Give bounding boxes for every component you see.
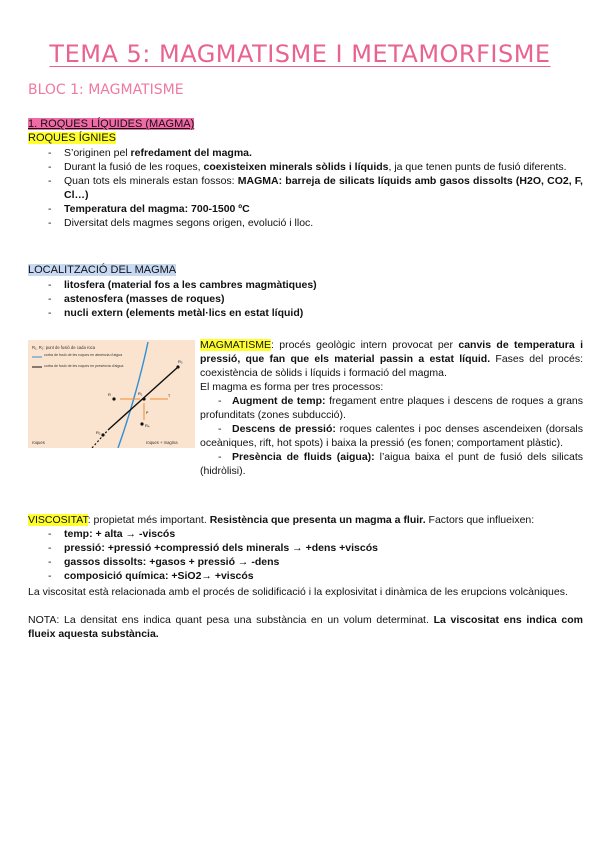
localitzacio-heading <box>28 263 176 277</box>
roques-item: - Diversitat dels magmes segons origen, evolució i lloc. <box>28 216 583 230</box>
magmatisme-intro-c: Fases del procés: coexistència de sòlids i líquids i formació del magma. <box>200 353 583 379</box>
point-r4 <box>140 422 143 425</box>
viscositat-intro <box>28 513 583 527</box>
legend-title: R₁, R₂: punt de fusió de cada roca <box>32 345 96 350</box>
label-r1: R₁ <box>138 391 143 396</box>
viscositat-item: - temp: + alta → -viscós <box>28 527 583 541</box>
legend-black-text: corba de fusió de les roques en presència d’aigua <box>44 364 124 368</box>
nota-paragraph <box>28 613 583 641</box>
viscositat-list <box>28 527 583 583</box>
roques-item: - Temperatura del magma: 700-1500 ºC <box>28 202 583 216</box>
roques-list <box>28 146 583 230</box>
viscositat-item: - pressió: +pressió +compressió dels minerals → +dens +viscós <box>28 541 583 555</box>
process-item: - Descens de pressió: roques calentes i poc denses ascendeixen (dorsals oceàniques, rift, hot spots) i baixa la pressió (es fonen; comportament plàstic). <box>200 423 583 449</box>
localitzacio-item: - astenosfera (masses de roques) <box>28 292 583 306</box>
section-heading-text: 1. ROQUES LÍQUIDES (MAGMA) <box>28 118 195 130</box>
label-r4: R₄ <box>145 423 150 428</box>
label-t: T <box>168 394 171 398</box>
magmatisme-line2: El magma es forma per tres processos: <box>200 381 384 393</box>
localitzacio-heading-text: LOCALITZACIÓ DEL MAGMA <box>28 264 177 276</box>
magmatisme-term: MAGMATISME <box>200 339 271 351</box>
viscositat-item: - gassos dissolts: +gasos + pressió → -dens <box>28 555 583 569</box>
roques-item: - Durant la fusió de les roques, coexisteixen minerals sòlids i líquids, ja que tenen punts de fusió diferents. <box>28 160 583 174</box>
roques-item: - Quan tots els minerals estan fossos: MAGMA: barreja de silicats líquids amb gasos dissolts (H2O, CO2, F, Cl…) <box>28 174 583 202</box>
viscositat-term: VISCOSITAT <box>28 514 88 526</box>
subheading <box>28 131 116 145</box>
label-roques: roques <box>32 440 45 445</box>
magmatisme-intro-a: : procés geològic intern provocat per <box>270 339 459 351</box>
label-p: P <box>146 411 149 415</box>
viscositat-item: - composició química: +SiO2→ +viscós <box>28 569 583 583</box>
viscositat-para1: La viscositat està relacionada amb el procés de solidificació i la explosivitat i dinàmica de les erupcions volcàniques. <box>28 586 568 598</box>
nota-b: La viscositat ens indica com flueix aquesta substància. <box>28 614 584 640</box>
label-r3: R₃ <box>178 359 183 364</box>
nota-a: NOTA: La densitat ens indica quant pesa una substància en un volum determinat. <box>28 614 434 626</box>
process-list <box>200 394 583 478</box>
viscositat-intro-c: Factors que influeixen: <box>425 514 535 526</box>
magmatisme-paragraph <box>200 338 583 478</box>
label-r2: R₂ <box>96 430 101 435</box>
magma-figure <box>28 340 195 448</box>
magmatisme-intro-b: canvis de temperatura i pressió, que fan que els material passin a estat líquid. <box>200 339 583 365</box>
section-heading <box>28 117 194 131</box>
point-r <box>112 397 115 400</box>
legend-blue-text: corba de fusió de les roques en absència d’aigua <box>44 353 123 357</box>
localitzacio-list <box>28 278 583 320</box>
label-roques-magma: roques + magma <box>146 440 178 445</box>
viscositat-intro-b: Resistència que presenta un magma a fluir. <box>209 514 426 526</box>
process-item: - Augment de temp: fregament entre plaques i descens de roques a grans profunditats (zones subducció). <box>200 395 584 421</box>
point-r3 <box>176 365 179 368</box>
bloc-heading: BLOC 1: MAGMATISME <box>28 82 184 98</box>
process-item: - Presència de fluids (aigua): l’aigua baixa el punt de fusió dels silicats (hidròlisi). <box>200 451 583 477</box>
localitzacio-item: - litosfera (material fos a les cambres magmàtiques) <box>28 278 583 292</box>
point-r1 <box>142 397 145 400</box>
roques-item: - S’originen pel refredament del magma. <box>28 146 583 160</box>
label-r: R <box>108 392 111 397</box>
viscositat-intro-a: : propietat més important. <box>87 514 210 526</box>
page-title: TEMA 5: MAGMATISME I METAMORFISME <box>49 40 551 68</box>
subheading-text: ROQUES ÍGNIES <box>28 132 117 144</box>
localitzacio-item: - nucli extern (elements metàl·lics en estat líquid) <box>28 306 583 320</box>
point-r2 <box>101 433 104 436</box>
fusion-diagram <box>28 340 195 448</box>
